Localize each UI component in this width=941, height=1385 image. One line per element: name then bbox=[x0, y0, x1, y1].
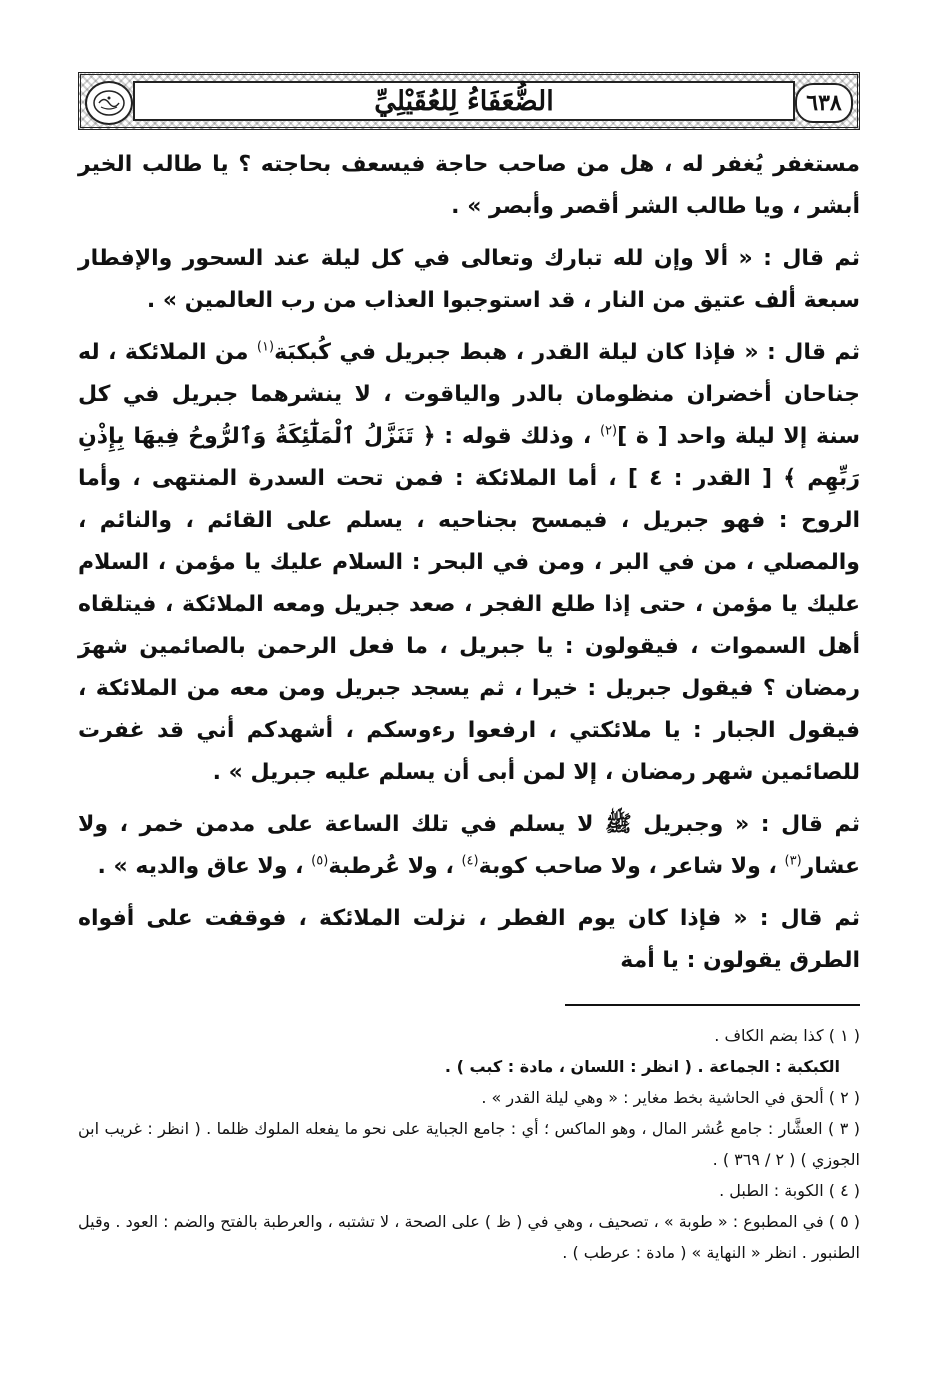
footnote-ref[interactable]: (٢) bbox=[599, 423, 618, 439]
footnote-item: الكبكبة : الجماعة . ( انظر : اللسان ، مادة : كبب ) . bbox=[444, 1057, 840, 1076]
paragraph: ثم قال : « وجبريل ﷺ لا يسلم في تلك الساعة على مدمن خمر ، ولا عشار$^{(٣)}$ ، ولا شاعر ، ولا صاحب كوبة$^{(٤)}$ ، ولا عُرطبة$^{(٥)}$ ، ولا عاق والديه » . bbox=[78, 812, 860, 879]
main-text bbox=[78, 144, 860, 982]
seal-ornament-icon bbox=[91, 88, 127, 118]
footnote-item: ( ٤ ) الكوبة : الطبل . bbox=[719, 1181, 860, 1200]
footnote-ref[interactable]: (٣) bbox=[784, 853, 802, 869]
footnote-ref[interactable]: (٤) bbox=[461, 853, 479, 869]
footnote-ref[interactable]: (٥) bbox=[311, 853, 329, 869]
paragraph: ثم قال : « فإذا كان يوم الفطر ، نزلت الملائكة ، فوقفت على أفواه الطرق يقولون : يا أمة bbox=[78, 906, 860, 973]
footnote-separator bbox=[565, 1004, 860, 1006]
paragraph: ثم قال : « ألا وإن لله تبارك وتعالى في كل ليلة عند السحور والإفطار سبعة ألف عتيق من النار ، قد استوجبوا العذاب من رب العالمين » . bbox=[78, 246, 860, 313]
footnote-item: ( ٢ ) ألحق في الحاشية بخط مغاير : « وهي ليلة القدر » . bbox=[481, 1088, 860, 1107]
page-number: ٦٣٨ bbox=[806, 90, 842, 116]
book-title: الضُّعَفَاءُ لِلعُقَيْلِيِّ bbox=[374, 85, 554, 117]
page bbox=[78, 72, 860, 1268]
footnote-item: ( ١ ) كذا بضم الكاف . bbox=[714, 1026, 860, 1045]
page-header bbox=[78, 72, 860, 130]
book-seal-icon bbox=[85, 81, 133, 125]
page-number-box bbox=[795, 83, 853, 123]
footnotes bbox=[78, 1020, 860, 1268]
footnote-item: ( ٥ ) في المطبوع : « طوبة » ، تصحيف ، وهي في ( ظ ) على الصحة ، لا تشتبه ، والعرطبة بالفتح والضم : العود . وقيل الطنبور . انظر « النهاية » ( مادة : عرطب ) . bbox=[78, 1212, 860, 1262]
footnote-item: ( ٣ ) العشَّار : جامع عُشر المال ، وهو الماكس ؛ أي : جامع الجباية على نحو ما يفعله الملوك ظلما . ( انظر : غريب ابن الجوزي ) ( ٢ / ٣٦٩ ) . bbox=[78, 1119, 860, 1169]
paragraph: ثم قال : « فإذا كان ليلة القدر ، هبط جبريل في كُبكبَة$^{(١)}$ من الملائكة ، له جناحان أخضران منظومان بالدر والياقوت ، لا ينشرهما جبريل في كل سنة إلا ليلة واحد [ ة ]$^{(٢)}$ ، وذلك قوله : ﴿ تَنَزَّلُ ٱلْمَلَٰٓئِكَةُ وَٱلرُّوحُ فِيهَا بِإِذْنِ رَبِّهِم ﴾ [ القدر : ٤ ] ، أما الملائكة : فمن تحت السدرة المنتهى ، وأما الروح : فهو جبريل ، فيمسح بجناحيه ، يسلم على القائم ، والنائم ، والمصلي ، من في البر ، ومن في البحر : السلام عليك يا مؤمن ، السلام عليك يا مؤمن ، حتى إذا طلع الفجر ، صعد جبريل ومعه الملائكة ، فيتلقاه أهل السموات ، فيقولون : يا جبريل ، ما فعل الرحمن بالصائمين شهرَ رمضان ؟ فيقول جبريل : خيرا ، ثم يسجد جبريل ومن معه من الملائكة ، فيقول الجبار : يا ملائكتي ، ارفعوا رءوسكم ، أشهدكم أني قد غفرت للصائمين شهر رمضان ، إلا لمن أبى أن يسلم عليه جبريل » . bbox=[78, 339, 860, 785]
header-title-frame bbox=[133, 81, 795, 121]
footnote-ref[interactable]: (١) bbox=[256, 339, 275, 355]
paragraph: مستغفر يُغفر له ، هل من صاحب حاجة فيسعف بحاجته ؟ يا طالب الخير أبشر ، ويا طالب الشر أقصر وأبصر » . bbox=[78, 152, 860, 219]
